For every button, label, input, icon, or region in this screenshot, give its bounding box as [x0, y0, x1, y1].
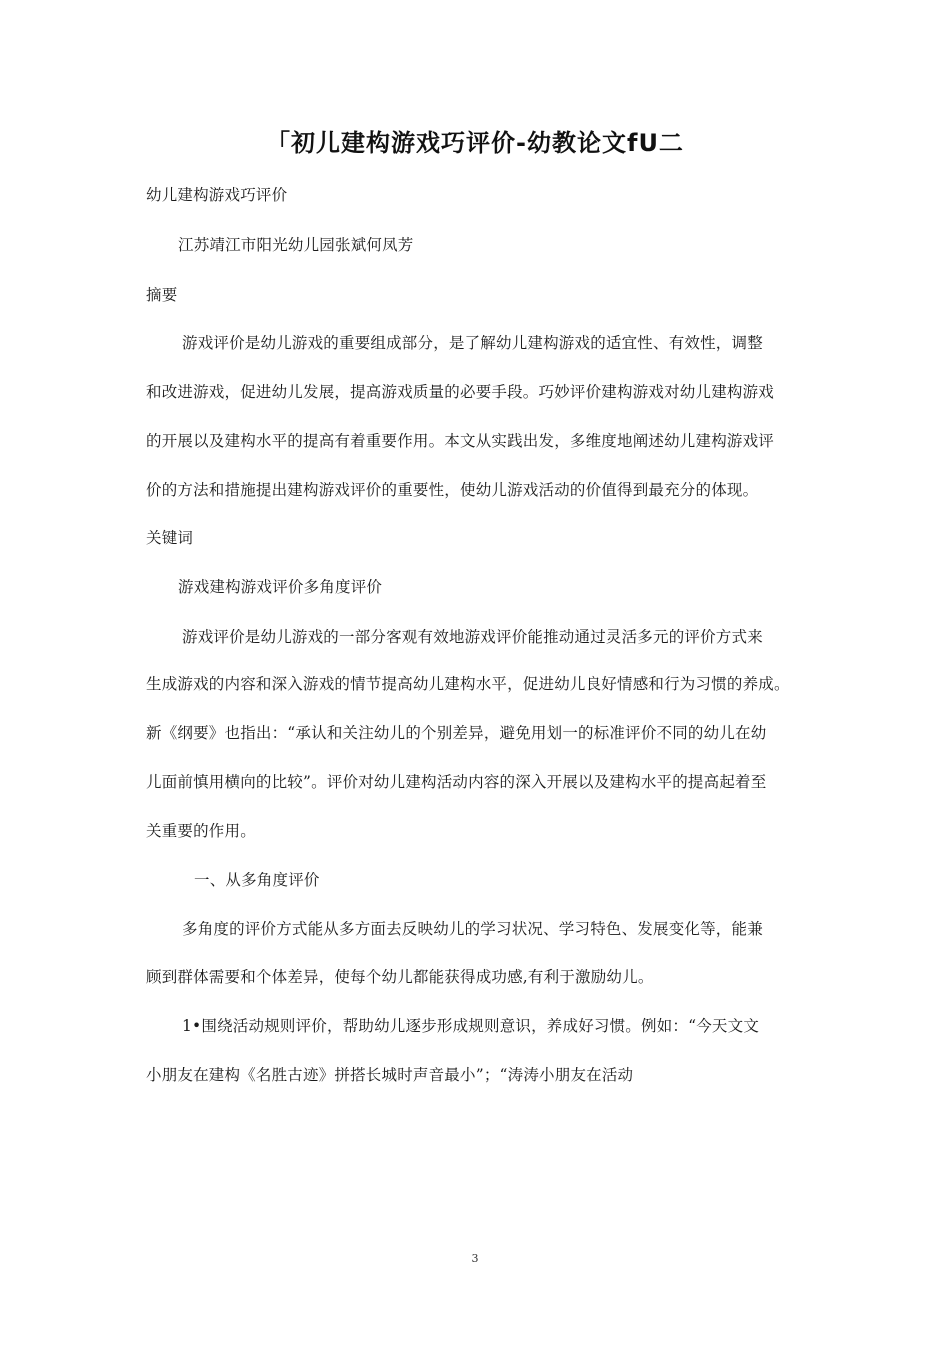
body-line: 新《纲要》也指出：“承认和关注幼儿的个别差异，避免用划一的标准评价不同的幼儿在幼: [146, 724, 767, 742]
body-line: 小朋友在建构《名胜古迹》拼搭长城时声音最小”；“涛涛小朋友在活动: [146, 1066, 634, 1084]
keywords-line: 游戏建构游戏评价多角度评价: [178, 578, 383, 596]
abstract-heading: 摘要: [146, 286, 178, 304]
page-number: 3: [471, 1252, 479, 1265]
abstract-line: 和改进游戏，促进幼儿发展，提高游戏质量的必要手段。巧妙评价建构游戏对幼儿建构游戏: [146, 383, 775, 401]
body-line: 游戏评价是幼儿游戏的一部分客观有效地游戏评价能推动通过灵活多元的评价方式来: [182, 628, 763, 646]
abstract-line: 游戏评价是幼儿游戏的重要组成部分，是了解幼儿建构游戏的适宜性、有效性，调整: [182, 334, 763, 352]
document-title: 「初儿建构游戏巧评价-幼教论文fU二: [266, 129, 684, 157]
section-heading: 一、从多角度评价: [194, 871, 320, 889]
body-line: 1•围绕活动规则评价，帮助幼儿逐步形成规则意识，养成好习惯。例如：“今天文文: [182, 1017, 760, 1035]
body-line: 生成游戏的内容和深入游戏的情节提高幼儿建构水平，促进幼儿良好情感和行为习惯的养成。: [146, 675, 790, 693]
authors-line: 江苏靖江市阳光幼儿园张斌何凤芳: [178, 236, 414, 254]
article-subtitle: 幼儿建构游戏巧评价: [146, 186, 288, 204]
abstract-line: 的开展以及建构水平的提高有着重要作用。本文从实践出发，多维度地阐述幼儿建构游戏评: [146, 432, 775, 450]
body-line: 多角度的评价方式能从多方面去反映幼儿的学习状况、学习特色、发展变化等，能兼: [182, 920, 763, 938]
body-line: 关重要的作用。: [146, 822, 256, 840]
abstract-line: 价的方法和措施提出建构游戏评价的重要性，使幼儿游戏活动的价值得到最充分的体现。: [146, 481, 759, 499]
keywords-heading: 关键词: [146, 529, 194, 547]
body-line: 儿面前慎用横向的比较”。评价对幼儿建构活动内容的深入开展以及建构水平的提高起着至: [146, 773, 767, 791]
body-line: 顾到群体需要和个体差异，使每个幼儿都能获得成功感,有利于激励幼儿。: [146, 968, 654, 986]
